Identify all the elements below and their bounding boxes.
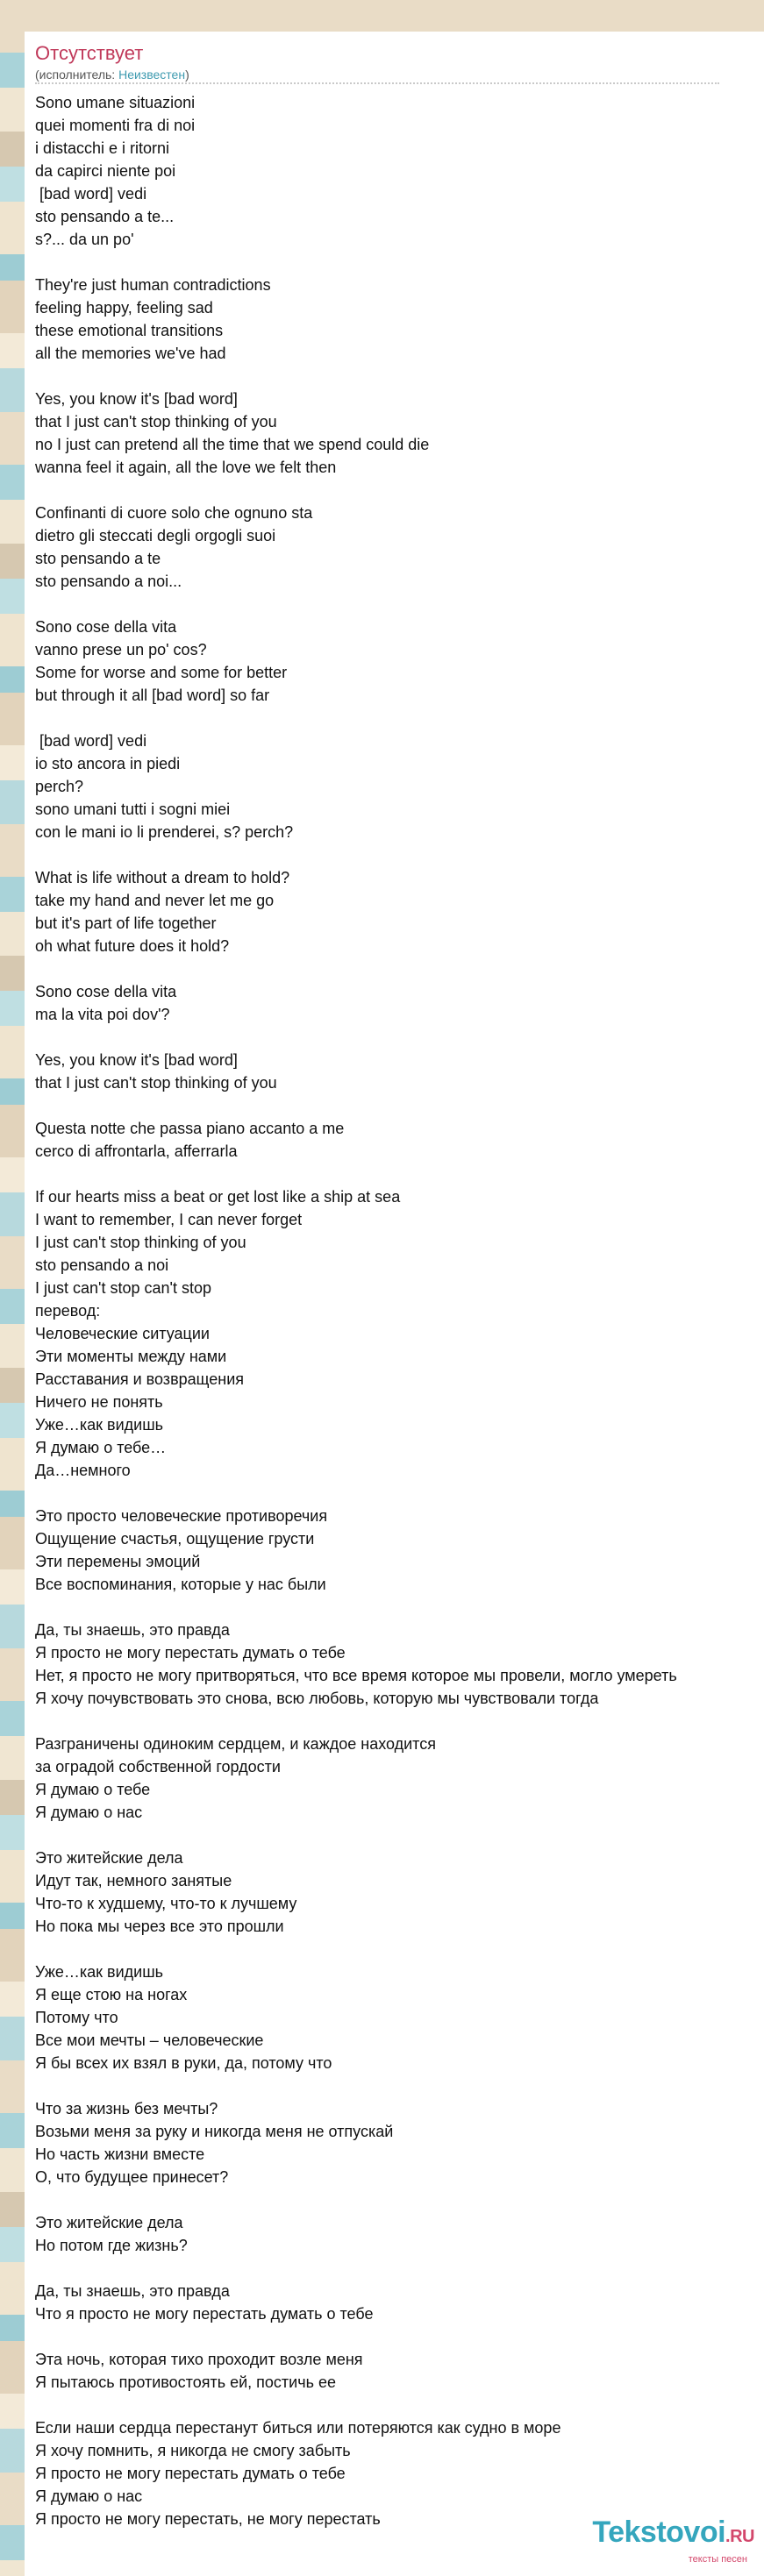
- lyric-line: I just can't stop thinking of you: [35, 1234, 246, 1251]
- lyrics-card: [25, 32, 764, 2576]
- lyric-line: Я пытаюсь противостоять ей, постичь ее: [35, 2373, 336, 2391]
- lyric-line: Если наши сердца перестанут биться или потеряются как судно в море: [35, 2419, 561, 2437]
- lyric-line: but through it all [bad word] so far: [35, 687, 270, 704]
- lyric-line: Да, ты знаешь, это правда: [35, 1621, 230, 1639]
- lyric-line: that I just can't stop thinking of you: [35, 413, 277, 431]
- lyric-line: feeling happy, feeling sad: [35, 299, 213, 317]
- lyric-line: Разграничены одиноким сердцем, и каждое находится: [35, 1735, 436, 1753]
- lyric-line: [bad word] vedi: [35, 185, 147, 203]
- lyric-line: sono umani tutti i sogni miei: [35, 801, 231, 818]
- lyric-line: Все воспоминания, которые у нас были: [35, 1576, 326, 1593]
- lyric-line: i distacchi e i ritorni: [35, 139, 170, 157]
- lyric-line: Потому что: [35, 2009, 118, 2026]
- lyric-line: all the memories we've had: [35, 345, 226, 362]
- lyric-line: Эти перемены эмоций: [35, 1553, 201, 1570]
- lyric-line: Что-то к худшему, что-то к лучшему: [35, 1895, 297, 1912]
- lyric-line: vanno prese un po' cos?: [35, 641, 207, 658]
- lyric-line: cerco di affrontarla, afferrarla: [35, 1142, 238, 1160]
- lyric-line: Но потом где жизнь?: [35, 2237, 188, 2254]
- lyric-line: Я просто не могу перестать, не могу перестать: [35, 2510, 381, 2528]
- lyric-line: What is life without a dream to hold?: [35, 869, 290, 886]
- lyric-line: Это просто человеческие противоречия: [35, 1507, 328, 1525]
- lyric-line: Это житейские дела: [35, 2214, 183, 2231]
- lyric-line: Да…немного: [35, 1462, 131, 1479]
- lyric-line: Sono cose della vita: [35, 983, 177, 1000]
- lyric-line: Что за жизнь без мечты?: [35, 2100, 218, 2117]
- lyric-line: Я думаю о тебе: [35, 1781, 151, 1798]
- lyric-line: перевод:: [35, 1302, 101, 1320]
- lyric-line: no I just can pretend all the time that we spend could die: [35, 436, 430, 453]
- lyric-line: that I just can't stop thinking of you: [35, 1074, 277, 1092]
- lyric-line: Но пока мы через все это прошли: [35, 1918, 284, 1935]
- logo-tagline: тексты песен: [688, 2554, 747, 2565]
- lyric-line: Я хочу помнить, я никогда не смогу забыть: [35, 2442, 351, 2459]
- lyric-line: Эти моменты между нами: [35, 1348, 227, 1365]
- lyric-line: They're just human contradictions: [35, 276, 271, 294]
- lyric-line: Я просто не могу перестать думать о тебе: [35, 1644, 346, 1662]
- lyric-line: sto pensando a te...: [35, 208, 175, 225]
- lyric-line: If our hearts miss a beat or get lost like a ship at sea: [35, 1188, 401, 1206]
- lyric-line: Я думаю о тебе…: [35, 1439, 167, 1456]
- lyric-line: io sto ancora in piedi: [35, 755, 181, 772]
- lyric-line: oh what future does it hold?: [35, 937, 230, 955]
- lyric-line: con le mani io li prenderei, s? perch?: [35, 823, 294, 841]
- lyric-line: ma la vita poi dov'?: [35, 1006, 170, 1023]
- lyric-line: Нет, я просто не могу притворяться, что все время которое мы провели, могло умереть: [35, 1667, 677, 1684]
- lyric-line: Человеческие ситуации: [35, 1325, 210, 1342]
- lyric-line: Я хочу почувствовать это снова, всю любовь, которую мы чувствовали тогда: [35, 1690, 599, 1707]
- lyric-line: Да, ты знаешь, это правда: [35, 2282, 230, 2300]
- lyric-line: I just can't stop can't stop: [35, 1279, 211, 1297]
- lyric-line: Я думаю о нас: [35, 1804, 143, 1821]
- lyric-line: Ощущение счастья, ощущение грусти: [35, 1530, 315, 1548]
- logo-tld: .RU: [725, 2527, 754, 2546]
- artist-prefix: (исполнитель:: [35, 68, 119, 82]
- lyric-line: take my hand and never let me go: [35, 892, 275, 909]
- lyric-line: Но часть жизни вместе: [35, 2145, 205, 2163]
- lyric-line: wanna feel it again, all the love we felt then: [35, 459, 337, 476]
- lyric-line: sto pensando a te: [35, 550, 161, 567]
- lyric-line: Я бы всех их взял в руки, да, потому что: [35, 2054, 332, 2072]
- lyric-line: dietro gli steccati degli orgogli suoi: [35, 527, 276, 544]
- lyric-line: Возьми меня за руку и никогда меня не отпускай: [35, 2123, 394, 2140]
- song-title: Отсутствует: [35, 42, 144, 64]
- lyric-line: Questa notte che passa piano accanto a me: [35, 1120, 345, 1137]
- logo-wordmark: [561, 2515, 754, 2554]
- lyric-line: perch?: [35, 778, 84, 795]
- lyric-line: [bad word] vedi: [35, 732, 147, 750]
- lyric-line: Confinanti di cuore solo che ognuno sta: [35, 504, 313, 522]
- lyric-line: Что я просто не могу перестать думать о тебе: [35, 2305, 374, 2323]
- lyric-line: Я думаю о нас: [35, 2487, 143, 2505]
- artist-suffix: ): [185, 68, 189, 82]
- lyric-line: but it's part of life together: [35, 914, 217, 932]
- lyric-line: О, что будущее принесет?: [35, 2168, 229, 2186]
- lyric-line: Yes, you know it's [bad word]: [35, 390, 238, 408]
- lyric-line: Sono cose della vita: [35, 618, 177, 636]
- lyric-line: s?... da un po': [35, 231, 134, 248]
- lyric-line: sto pensando a noi: [35, 1256, 169, 1274]
- lyrics-text: [35, 91, 764, 2530]
- lyric-line: Уже…как видишь: [35, 1416, 164, 1434]
- lyric-line: Some for worse and some for better: [35, 664, 288, 681]
- site-logo[interactable]: [561, 2515, 754, 2567]
- lyric-line: Уже…как видишь: [35, 1963, 164, 1981]
- artist-line: [35, 67, 189, 82]
- lyric-line: Эта ночь, которая тихо проходит возле меня: [35, 2351, 363, 2368]
- artist-link[interactable]: Неизвестен: [118, 68, 186, 82]
- lyric-line: Ничего не понять: [35, 1393, 163, 1411]
- lyric-line: these emotional transitions: [35, 322, 224, 339]
- lyric-line: da capirci niente poi: [35, 162, 176, 180]
- lyric-line: sto pensando a noi...: [35, 573, 182, 590]
- lyric-line: I want to remember, I can never forget: [35, 1211, 303, 1228]
- lyric-line: Я еще стою на ногах: [35, 1986, 188, 2003]
- lyric-line: Идут так, немного занятые: [35, 1872, 232, 1889]
- lyric-line: quei momenti fra di noi: [35, 117, 196, 134]
- lyric-line: за оградой собственной гордости: [35, 1758, 281, 1775]
- logo-name: Tekstovoi: [592, 2516, 726, 2549]
- lyric-line: Это житейские дела: [35, 1849, 183, 1867]
- lyric-line: Я просто не могу перестать думать о тебе: [35, 2465, 346, 2482]
- lyric-line: Все мои мечты – человеческие: [35, 2032, 264, 2049]
- lyric-line: Sono umane situazioni: [35, 94, 196, 111]
- title-divider: [35, 82, 719, 84]
- lyric-line: Расставания и возвращения: [35, 1370, 245, 1388]
- lyric-line: Yes, you know it's [bad word]: [35, 1051, 238, 1069]
